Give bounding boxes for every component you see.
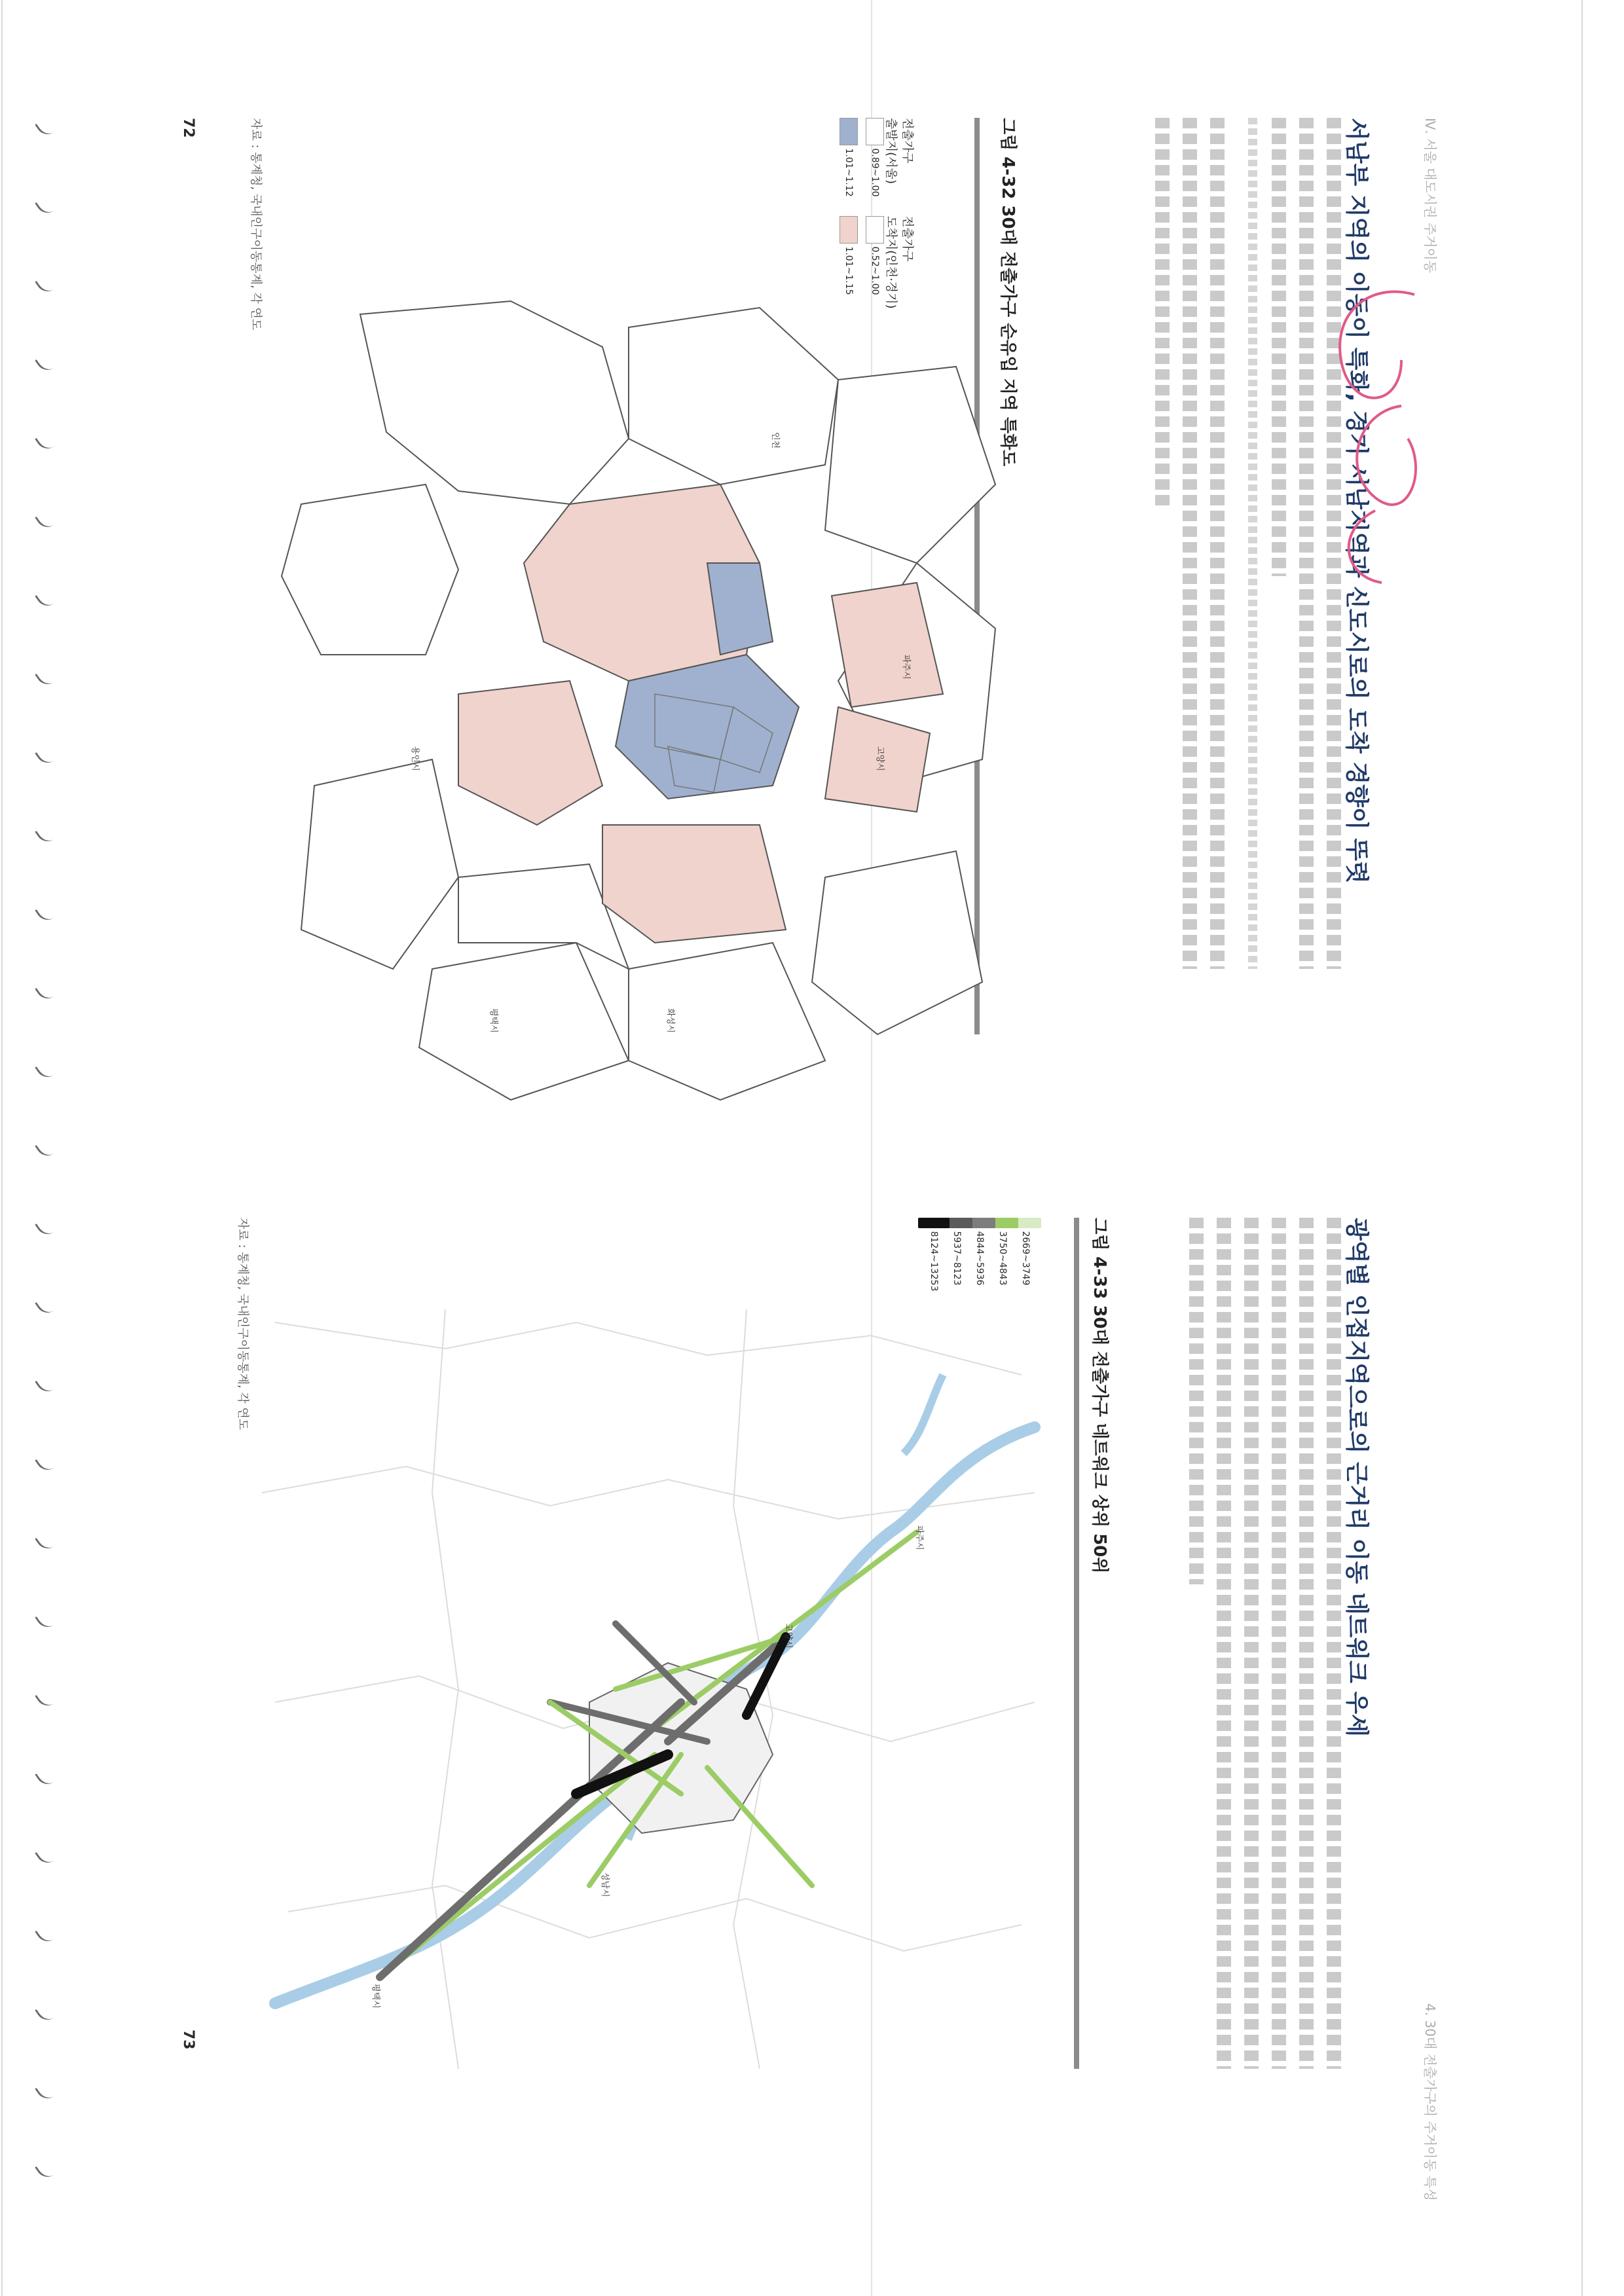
- map-label: 인천: [770, 432, 780, 449]
- right-figure-rule: [1074, 1218, 1079, 2069]
- left-section-heading: 서남부 지역의 이동이 특화, 경기 서남지역과 신도시로의 도착 경향이 뚜렷: [1343, 118, 1370, 884]
- map-label: 고양시: [783, 1624, 793, 1649]
- map-label: 성남시: [600, 1872, 610, 1897]
- network-legend-item: 5937~8123: [941, 1218, 972, 1285]
- legend-out-item-1: 0.89~1.00: [866, 118, 884, 197]
- legend-in-subtitle: 도착지(인천·경기): [884, 216, 898, 309]
- page-edge-left: [1, 0, 3, 2296]
- legend-in-item-1: 0.52~1.00: [866, 216, 884, 295]
- right-figure-caption: 그림 4-33 30대 전출가구 네트워크 상위 50위: [1090, 1218, 1109, 1574]
- legend-out-title: 전출가구: [900, 118, 914, 164]
- map-label: 평택시: [371, 1984, 380, 2009]
- handwritten-annotation: [1303, 275, 1434, 589]
- legend-out-item-2: 1.01~1.12: [840, 118, 858, 197]
- map-label: 평택시: [489, 1008, 498, 1033]
- legend-out-subtitle: 출발지(서울): [884, 118, 898, 184]
- right-section-heading: 광역별 인접지역으로의 근거리 이동 네트워크 우세: [1343, 1218, 1370, 1737]
- network-legend-item: 8124~13253: [918, 1218, 950, 1291]
- left-source: 자료 : 통계청, 국내인구이동통계, 각 연도: [249, 118, 263, 331]
- left-page-number: 72: [180, 118, 196, 138]
- map-label: 화성시: [665, 1008, 675, 1033]
- left-figure-caption: 그림 4-32 30대 전출가구 순유입 지역 특화도: [998, 118, 1018, 467]
- network-legend-item: 4844~5936: [964, 1218, 995, 1285]
- right-page-header: 4. 30대 전출가구의 주거이동 특성: [1422, 2003, 1438, 2201]
- left-page-header: Ⅳ. 서울 대도시권 주거이동: [1422, 118, 1438, 274]
- legend-in-item-2: 1.01~1.15: [840, 216, 858, 295]
- network-legend-item: 3750~4843: [987, 1218, 1018, 1285]
- legend-in-title: 전출가구: [900, 216, 914, 262]
- map-label: 고양시: [875, 746, 885, 771]
- right-page-number: 73: [180, 2030, 196, 2050]
- map-label: 파주시: [901, 655, 911, 680]
- network-map: [249, 1296, 1048, 2082]
- choropleth-map: [262, 288, 1015, 1113]
- network-legend-item: 2669~3749: [1010, 1218, 1041, 1285]
- right-source: 자료 : 통계청, 국내인구이동통계, 각 연도: [236, 1218, 249, 1430]
- map-label: 용인시: [410, 746, 420, 771]
- map-label: 파주시: [914, 1525, 924, 1550]
- page-edge-right: [1581, 0, 1583, 2296]
